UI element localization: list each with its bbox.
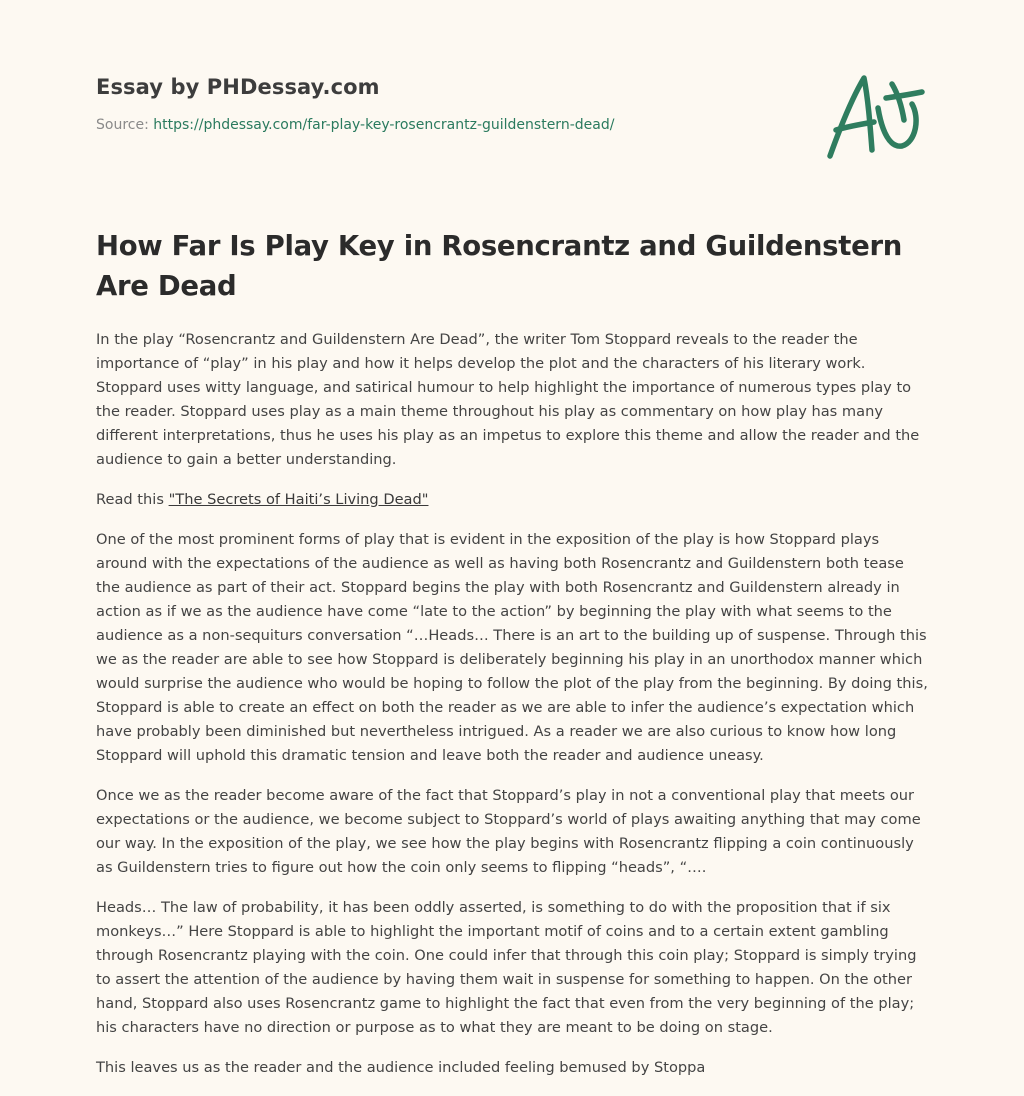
paragraph: This leaves us as the reader and the audience included feeling bemused by Stoppa bbox=[96, 1059, 706, 1076]
read-this-label: Read this bbox=[96, 491, 164, 508]
article-title: How Far Is Play Key in Rosencrantz and Guildenstern Are Dead bbox=[96, 230, 902, 302]
paragraph: One of the most prominent forms of play that is evident in the exposition of the play is how Stoppard plays around with the expectations of the audience as well as having both Rosencrantz and Guildenstern both tease the audience as part of their act. Stoppard begins the play with both Rosencrantz and Guildenstern already in action as if we as the audience have come “late to the action” by beginning the play with what seems to the audience as a non-sequiturs conversation “…Heads… There is an art to the building up of suspense. Through this we as the reader are able to see how Stoppard is deliberately beginning his play in an unorthodox manner which would surprise the audience who would be hoping to follow the plot of the play from the beginning. By doing this, Stoppard is able to create an effect on both the reader as we are able to infer the audience’s expectation which have probably been diminished but nevertheless intrigued. As a reader we are also curious to know how long Stoppard will uphold this dramatic tension and leave both the reader and audience uneasy. bbox=[96, 531, 928, 764]
paragraph: Heads… The law of probability, it has been oddly asserted, is something to do with the proposition that if six monkeys…” Here Stoppard is able to highlight the important motif of coins and to a certain extent gambling through Rosencrantz playing with the coin. One could infer that through this coin play; Stoppard is simply trying to assert the attention of the audience by having them wait in suspense for something to happen. On the other hand, Stoppard also uses Rosencrantz game to highlight the fact that even from the very beginning of the play; his characters have no direction or purpose as to what they are meant to be doing on stage. bbox=[96, 899, 917, 1036]
a-plus-grade-icon bbox=[822, 68, 926, 164]
source-link[interactable]: https://phdessay.com/far-play-key-rosencrantz-guildenstern-dead/ bbox=[153, 117, 615, 133]
source-label: Source: bbox=[96, 117, 149, 133]
paragraph: In the play “Rosencrantz and Guildenstern Are Dead”, the writer Tom Stoppard reveals to the reader the importance of “play” in his play and how it helps develop the plot and the characters of his literary work. Stoppard uses witty language, and satirical humour to help highlight the importance of numerous types play to the reader. Stoppard uses play as a main theme throughout his play as commentary on how play has many different interpretations, thus he uses his play as an impetus to explore this theme and allow the reader and the audience to gain a better understanding. bbox=[96, 331, 920, 468]
article bbox=[96, 226, 930, 1096]
site-brand: Essay by PHDessay.com bbox=[96, 75, 380, 99]
related-essay-link[interactable]: "The Secrets of Haiti’s Living Dead" bbox=[168, 491, 429, 508]
page-header bbox=[96, 75, 936, 133]
source-line bbox=[96, 117, 936, 133]
paragraph: Once we as the reader become aware of the fact that Stoppard’s play in not a conventional play that meets our expectations or the audience, we become subject to Stoppard’s world of plays awaiting anything that may come our way. In the exposition of the play, we see how the play begins with Rosencrantz flipping a coin continuously as Guildenstern tries to figure out how the coin only seems to flipping “heads”, “…. bbox=[96, 787, 921, 876]
read-this-line bbox=[96, 488, 930, 512]
